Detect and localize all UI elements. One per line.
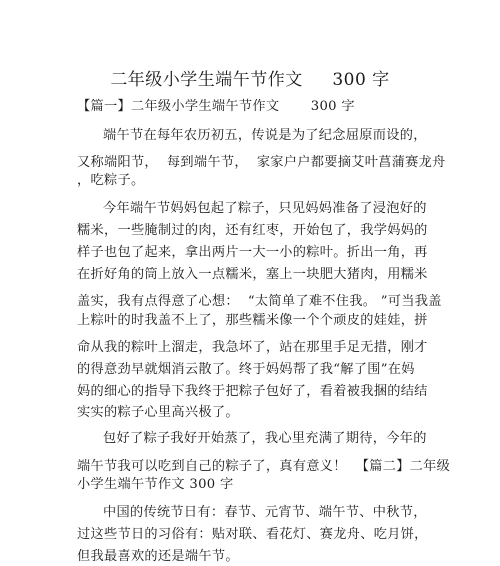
paragraph-line: 糯米，一些腌制过的肉，还有红枣，开始包了，我学妈妈的	[77, 223, 428, 238]
paragraph-line: 又称端阳节， 每到端午节， 家家户户都要摘艾叶菖蒲赛龙舟	[77, 155, 446, 170]
document-title: 二年级小学生端午节作文 300 字	[110, 70, 390, 90]
paragraph-line: 盖实，我有点得意了心想： “太简单了难不住我。 ”可当我盖	[77, 294, 442, 309]
paragraph-line: 实实的粽子心里高兴极了。	[77, 405, 239, 420]
paragraph-line: ，吃粽子。	[77, 173, 145, 188]
section-heading-1: 【篇一】二年级小学生端午节作文 300 字	[77, 99, 355, 114]
paragraph-line: 但我最喜欢的还是端午节。	[77, 549, 239, 564]
paragraph-line: 今年端午节妈妈包起了粽子，只见妈妈准备了浸泡好的	[103, 201, 427, 216]
paragraph-line: 包好了粽子我好开始蒸了，我心里充满了期待，今年的	[103, 431, 427, 446]
paragraph-line: 端午节在每年农历初五，传说是为了纪念屈原而设的，	[103, 128, 427, 143]
paragraph-line: 中国的传统节日有：春节、元宵节、端午节、中秋节，	[103, 505, 427, 520]
paragraph-line: 的得意劲早就烟消云散了。终于妈妈帮了我“解了围”在妈	[77, 362, 415, 377]
paragraph-line: 过这些节日的习俗有：贴对联、看花灯、赛龙舟、吃月饼，	[77, 527, 428, 542]
paragraph-line: 端午节我可以吃到自己的粽子了，真有意义！ 【篇二】二年级	[77, 459, 451, 474]
paragraph-line: 样子也包了起来，拿出两片一大一小的粽叶。折出一角，再	[77, 245, 428, 260]
paragraph-line: 命从我的粽叶上溜走，我急坏了，站在那里手足无措，刚才	[77, 340, 428, 355]
paragraph-line: 在折好角的筒上放入一点糯米，塞上一块肥大猪肉，用糯米	[77, 267, 428, 282]
paragraph-line: 妈的细心的指导下我终于把粽子包好了，看着被我捆的结结	[77, 384, 428, 399]
paragraph-line: 小学生端午节作文 300 字	[77, 477, 234, 492]
paragraph-line: 上粽叶的时我盖不上了，那些糯米像一个个顽皮的娃娃，拼	[77, 313, 428, 328]
